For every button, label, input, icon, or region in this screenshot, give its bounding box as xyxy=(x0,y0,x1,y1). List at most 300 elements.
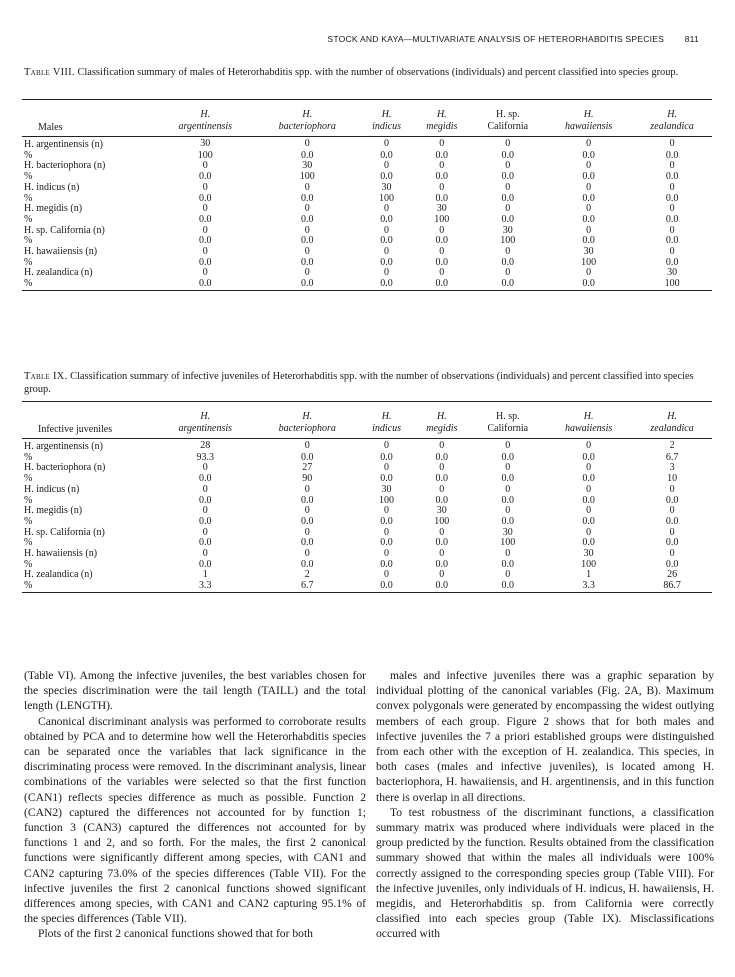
table-cell: 0 xyxy=(384,160,390,172)
table-9-label: Table IX. xyxy=(24,371,68,382)
table-cell: 0.0 xyxy=(501,256,515,268)
column-header xyxy=(470,402,545,437)
column-species: zealandica xyxy=(650,121,694,132)
table-cell: 0 xyxy=(202,181,208,193)
table-cell: 0.0 xyxy=(665,213,679,225)
table-cell: 100 xyxy=(299,171,315,183)
table-cell: 0 xyxy=(586,203,592,215)
table-cell: 0.0 xyxy=(199,256,212,268)
table-cell: 0.0 xyxy=(470,581,545,592)
table-cell: 0.0 xyxy=(665,256,679,268)
column-species: indicus xyxy=(372,121,401,132)
table-cell: 0 xyxy=(304,203,310,215)
table-row xyxy=(22,528,712,539)
table-row xyxy=(22,581,712,592)
table-cell: 0 xyxy=(669,483,675,495)
table-cell: 0 xyxy=(505,160,511,172)
table-8-body xyxy=(22,137,712,291)
row-label: % xyxy=(24,256,33,268)
column-species: California xyxy=(487,121,529,132)
body-paragraph: Canonical discriminant analysis was performed to corroborate results obtained by PCA and to determine how well the Heterorhabditis species can be separated once the variables that lack significance in the discriminating process were removed. In the discriminant analysis, linear combinations of the variables were selected so that the first function (CAN1) reflects species difference as much as possible. Function 2 (CAN2) captured the differences not accounted for by function 1; function 3 (CAN3) captured the differences not accounted for by functions 1 and 2, and so forth. For the males, the first 2 canonical functions were significantly different among species, with CAN1 and CAN2 capturing 73.0% of the species differences (Table VII). For the infective juveniles the first 2 canonical functions showed significant differences among species, with CAN1 and CAN2 capturing 95.1% of the species differences (Table VII). xyxy=(24,714,366,926)
table-cell: 0.0 xyxy=(582,171,595,183)
table-cell: 0.0 xyxy=(501,494,515,506)
table-cell: 0 xyxy=(304,505,310,517)
table-cell: 0 xyxy=(505,439,511,451)
table-cell: 2 xyxy=(669,439,675,451)
row-label: H. indicus (n) xyxy=(24,181,80,193)
row-label: % xyxy=(22,581,156,592)
table-cell: 0.0 xyxy=(582,515,595,527)
table-cell: 30 xyxy=(583,246,594,258)
column-header xyxy=(470,100,545,135)
table-row xyxy=(22,268,712,279)
column-genus: H. xyxy=(667,411,677,422)
table-cell: 0 xyxy=(505,181,511,193)
table-row xyxy=(22,183,712,194)
table-cell: 0.0 xyxy=(380,235,393,247)
table-cell: 0.0 xyxy=(470,279,545,290)
table-cell: 3.3 xyxy=(156,581,255,592)
table-cell: 0 xyxy=(202,526,208,538)
table-cell: 100 xyxy=(379,494,395,506)
row-label: % xyxy=(24,451,33,463)
table-cell: 0 xyxy=(202,548,208,560)
table-cell: 0 xyxy=(304,224,310,236)
row-label: H. sp. California (n) xyxy=(24,224,105,236)
column-species: California xyxy=(487,423,529,434)
table-cell: 0.0 xyxy=(501,149,515,161)
table-cell: 0 xyxy=(304,246,310,258)
row-label: H. bacteriophora (n) xyxy=(24,160,106,172)
table-cell: 30 xyxy=(381,181,392,193)
table-cell: 100 xyxy=(434,213,450,225)
table-cell: 0.0 xyxy=(380,451,393,463)
table-row xyxy=(22,172,712,183)
table-9-caption xyxy=(24,370,714,396)
column-genus: H. xyxy=(436,411,447,422)
table-cell: 0.0 xyxy=(199,213,212,225)
table-cell: 0.0 xyxy=(665,558,679,570)
table-cell: 0 xyxy=(669,160,675,172)
table-row xyxy=(22,236,712,247)
table-cell: 100 xyxy=(434,515,450,527)
column-species: megidis xyxy=(426,423,458,434)
row-label: % xyxy=(24,558,33,570)
row-label: H. zealandica (n) xyxy=(24,569,93,581)
row-label: % xyxy=(24,537,33,549)
table-cell: 100 xyxy=(197,149,213,161)
table-row xyxy=(22,439,712,453)
table-cell: 0 xyxy=(505,137,511,149)
table-cell: 0.0 xyxy=(360,279,413,290)
table-row xyxy=(22,463,712,474)
table-cell: 0.0 xyxy=(301,537,314,549)
column-header xyxy=(413,100,470,135)
table-cell: 0.0 xyxy=(301,494,314,506)
table-cell: 0.0 xyxy=(582,494,595,506)
table-cell: 0 xyxy=(439,526,445,538)
table-cell: 0 xyxy=(439,181,445,193)
table-cell: 0 xyxy=(304,526,310,538)
table-cell: 0 xyxy=(505,267,511,279)
table-cell: 0.0 xyxy=(665,171,679,183)
table-cell: 0.0 xyxy=(199,494,212,506)
column-genus: H. xyxy=(583,411,594,422)
table-cell: 0 xyxy=(384,137,390,149)
table-cell: 0 xyxy=(586,439,592,451)
table-cell: 0.0 xyxy=(501,451,515,463)
table-8-header-row xyxy=(22,100,712,135)
table-cell: 0.0 xyxy=(380,537,393,549)
table-cell: 0 xyxy=(384,526,390,538)
table-cell: 1 xyxy=(586,569,592,581)
table-cell: 0.0 xyxy=(582,235,595,247)
row-label: % xyxy=(22,279,156,290)
table-cell: 0 xyxy=(505,483,511,495)
column-header xyxy=(255,402,360,437)
table-cell: 0 xyxy=(669,203,675,215)
table-cell: 0.0 xyxy=(665,494,679,506)
table-9-caption-text: Classification summary of infective juveniles of Heterorhabditis spp. with the number of observations (individuals) and percent classified into species group. xyxy=(24,371,694,395)
table-cell: 0.0 xyxy=(582,473,595,485)
table-cell: 0.0 xyxy=(582,537,595,549)
table-cell: 0 xyxy=(384,267,390,279)
table-cell: 0.0 xyxy=(301,192,314,204)
column-header xyxy=(545,100,632,135)
table-cell: 0 xyxy=(202,267,208,279)
table-cell: 100 xyxy=(632,279,712,290)
table-row xyxy=(22,215,712,226)
table-cell: 0 xyxy=(586,224,592,236)
table-cell: 26 xyxy=(667,569,678,581)
page-number: 811 xyxy=(684,34,699,44)
column-species: zealandica xyxy=(650,423,694,434)
table-cell: 0.0 xyxy=(582,149,595,161)
table-cell: 0 xyxy=(439,462,445,474)
table-cell: 0.0 xyxy=(582,451,595,463)
table-cell: 0.0 xyxy=(501,213,515,225)
column-header xyxy=(632,402,712,437)
table-cell: 0.0 xyxy=(301,558,314,570)
table-cell: 0 xyxy=(439,569,445,581)
column-species: hawaiiensis xyxy=(565,121,613,132)
table-cell: 100 xyxy=(581,558,597,570)
table-cell: 0 xyxy=(439,439,445,451)
table-cell: 0.0 xyxy=(435,235,449,247)
table-cell: 0.0 xyxy=(413,581,470,592)
table-cell: 0.0 xyxy=(301,451,314,463)
table-cell: 0.0 xyxy=(413,279,470,290)
body-column-left xyxy=(24,668,366,942)
body-column-right xyxy=(376,668,714,942)
table-cell: 0.0 xyxy=(301,256,314,268)
table-cell: 0 xyxy=(586,462,592,474)
table-row xyxy=(22,194,712,205)
table-cell: 0.0 xyxy=(255,279,360,290)
table-cell: 30 xyxy=(200,137,211,149)
table-cell: 0.0 xyxy=(665,537,679,549)
table-cell: 0 xyxy=(304,137,310,149)
row-label: % xyxy=(24,494,33,506)
row-label: H. indicus (n) xyxy=(24,483,80,495)
column-header xyxy=(413,402,470,437)
table-cell: 0 xyxy=(669,526,675,538)
table-cell: 100 xyxy=(500,537,516,549)
table-cell: 0 xyxy=(202,160,208,172)
table-cell: 0 xyxy=(202,483,208,495)
table-cell: 0.0 xyxy=(501,171,515,183)
column-header xyxy=(360,402,413,437)
table-cell: 0.0 xyxy=(665,192,679,204)
column-species: indicus xyxy=(372,423,401,434)
column-header xyxy=(156,402,255,437)
row-label: % xyxy=(24,192,33,204)
row-label: % xyxy=(24,149,33,161)
table-cell: 90 xyxy=(302,473,313,485)
table-8-caption-text: Classification summary of males of Heterorhabditis spp. with the number of observations (individuals) and percent classified into species group. xyxy=(77,67,679,78)
table-cell: 0.0 xyxy=(435,558,449,570)
table-cell: 0.0 xyxy=(435,171,449,183)
table-cell: 30 xyxy=(502,224,513,236)
table-cell: 0 xyxy=(669,181,675,193)
table-row xyxy=(22,137,712,151)
table-cell: 0.0 xyxy=(380,171,393,183)
table-cell: 27 xyxy=(302,462,313,474)
running-head xyxy=(327,34,699,44)
table-9-row-header: Infective juveniles xyxy=(22,402,156,437)
row-label: % xyxy=(24,515,33,527)
table-cell: 0 xyxy=(669,246,675,258)
table-cell: 100 xyxy=(500,235,516,247)
column-header xyxy=(545,402,632,437)
table-row xyxy=(22,496,712,507)
table-cell: 0.0 xyxy=(199,515,212,527)
table-cell: 3 xyxy=(669,462,675,474)
table-cell: 0.0 xyxy=(360,581,413,592)
table-row xyxy=(22,247,712,258)
table-cell: 0.0 xyxy=(380,256,393,268)
table-cell: 0 xyxy=(202,505,208,517)
table-cell: 0 xyxy=(439,224,445,236)
table-cell: 0 xyxy=(505,246,511,258)
table-cell: 0 xyxy=(304,267,310,279)
row-label: H. hawaiiensis (n) xyxy=(24,246,98,258)
column-genus: H. xyxy=(583,109,594,120)
table-cell: 0.0 xyxy=(435,149,449,161)
row-label: H. zealandica (n) xyxy=(24,267,93,279)
table-cell: 3.3 xyxy=(545,581,632,592)
column-species: argentinensis xyxy=(178,423,233,434)
table-cell: 6.7 xyxy=(255,581,360,592)
column-species: megidis xyxy=(426,121,458,132)
column-genus: H. sp. xyxy=(495,109,520,120)
table-9 xyxy=(22,401,712,593)
table-cell: 0 xyxy=(384,439,390,451)
table-row xyxy=(22,204,712,215)
row-label: H. sp. California (n) xyxy=(24,526,105,538)
table-cell: 0.0 xyxy=(545,279,632,290)
table-cell: 30 xyxy=(502,526,513,538)
table-cell: 0 xyxy=(304,439,310,451)
table-cell: 0 xyxy=(505,505,511,517)
column-header xyxy=(156,100,255,135)
table-cell: 0.0 xyxy=(435,494,449,506)
table-cell: 0.0 xyxy=(380,213,393,225)
table-cell: 0.0 xyxy=(435,192,449,204)
row-label: H. bacteriophora (n) xyxy=(24,462,106,474)
table-row xyxy=(22,161,712,172)
table-row xyxy=(22,151,712,162)
table-cell: 0 xyxy=(505,462,511,474)
table-cell: 0.0 xyxy=(199,537,212,549)
table-cell: 0.0 xyxy=(199,558,212,570)
table-cell: 0 xyxy=(384,569,390,581)
table-cell: 0 xyxy=(384,246,390,258)
table-row xyxy=(22,549,712,560)
table-cell: 0 xyxy=(586,181,592,193)
body-paragraph: (Table VI). Among the infective juveniles, the best variables chosen for the species discrimination were the tail length (TAILL) and the total length (LENGTH). xyxy=(24,669,366,713)
table-cell: 0.0 xyxy=(301,149,314,161)
table-row xyxy=(22,226,712,237)
column-header xyxy=(360,100,413,135)
table-cell: 1 xyxy=(202,569,208,581)
table-cell: 0 xyxy=(384,548,390,560)
column-species: bacteriophora xyxy=(278,121,336,132)
table-cell: 10 xyxy=(667,473,678,485)
column-genus: H. xyxy=(302,411,313,422)
table-cell: 0 xyxy=(202,203,208,215)
column-genus: H. xyxy=(381,109,392,120)
column-species: bacteriophora xyxy=(278,423,336,434)
table-8 xyxy=(22,99,712,291)
column-genus: H. xyxy=(381,411,392,422)
table-cell: 0 xyxy=(439,548,445,560)
row-label: H. argentinensis (n) xyxy=(24,139,103,150)
table-cell: 100 xyxy=(581,256,597,268)
row-label: H. megidis (n) xyxy=(24,203,83,215)
row-label: % xyxy=(24,171,33,183)
table-cell: 0.0 xyxy=(435,256,449,268)
row-label: H. argentinensis (n) xyxy=(24,441,103,452)
table-cell: 100 xyxy=(379,192,395,204)
table-cell: 0.0 xyxy=(199,192,212,204)
table-cell: 0 xyxy=(586,267,592,279)
table-cell: 0.0 xyxy=(665,515,679,527)
table-cell: 0.0 xyxy=(301,515,314,527)
table-row xyxy=(22,474,712,485)
table-cell: 0.0 xyxy=(380,149,393,161)
table-row xyxy=(22,538,712,549)
table-cell: 0.0 xyxy=(380,558,393,570)
table-cell: 0.0 xyxy=(199,473,212,485)
table-8-row-header: Males xyxy=(22,100,156,135)
table-row xyxy=(22,453,712,464)
table-cell: 30 xyxy=(583,548,594,560)
table-cell: 0.0 xyxy=(435,537,449,549)
table-cell: 30 xyxy=(302,160,313,172)
column-header xyxy=(632,100,712,135)
table-cell: 0 xyxy=(439,246,445,258)
table-cell: 0.0 xyxy=(582,213,595,225)
table-8-label: Table VIII. xyxy=(24,67,75,78)
table-cell: 0 xyxy=(505,203,511,215)
table-cell: 0 xyxy=(669,505,675,517)
table-row xyxy=(22,258,712,269)
body-paragraph: males and infective juveniles there was a graphic separation by individual plotting of the canonical variables (Fig. 2A, B). Maximum convex polygonals were generated by encompassing the widest outlying members of each group. Figure 2 shows that for both males and infective juveniles the 7 a priori established groups were distinguished from each other with the exception of H. zealandica. This species, in both cases (males and infective juveniles), is located among H. bacteriophora, H. hawaiiensis, and H. argentinensis, and in this function there is overlap in all directions. xyxy=(376,669,714,804)
table-cell: 0.0 xyxy=(199,171,212,183)
table-cell: 0.0 xyxy=(501,473,515,485)
table-cell: 0 xyxy=(202,224,208,236)
table-cell: 0 xyxy=(586,505,592,517)
running-head-title: STOCK AND KAYA—MULTIVARIATE ANALYSIS OF HETERORHABDITIS SPECIES xyxy=(327,34,665,44)
table-cell: 0 xyxy=(439,137,445,149)
table-row xyxy=(22,506,712,517)
table-cell: 0 xyxy=(439,483,445,495)
table-cell: 30 xyxy=(381,483,392,495)
table-row xyxy=(22,485,712,496)
table-row xyxy=(22,560,712,571)
table-cell: 0.0 xyxy=(501,515,515,527)
table-cell: 0 xyxy=(202,462,208,474)
column-species: argentinensis xyxy=(178,121,233,132)
table-row xyxy=(22,279,712,290)
table-cell: 0 xyxy=(384,224,390,236)
table-cell: 0.0 xyxy=(665,149,679,161)
column-species: hawaiiensis xyxy=(565,423,613,434)
table-cell: 0 xyxy=(439,160,445,172)
table-cell: 0.0 xyxy=(380,515,393,527)
table-cell: 0 xyxy=(586,526,592,538)
table-8-caption xyxy=(24,66,714,79)
row-label: H. megidis (n) xyxy=(24,505,83,517)
table-cell: 0.0 xyxy=(380,473,393,485)
body-paragraph: To test robustness of the discriminant functions, a classification summary matrix was produced where individuals were placed in the group predicted by the function. Results obtained from the classification summary showed that within the males all individuals were 100% correctly assigned to the corresponding species group (Table VIII). For the infective juveniles, only individuals of H. indicus, H. hawaiiensis, H. megidis, and Heterorhabditis sp. from California were correctly classified into each species group (Table IX). Misclassifications occurred with xyxy=(376,805,714,941)
table-cell: 0.0 xyxy=(501,558,515,570)
table-cell: 0 xyxy=(439,267,445,279)
table-cell: 0.0 xyxy=(301,213,314,225)
table-cell: 0.0 xyxy=(435,451,449,463)
table-cell: 0 xyxy=(384,505,390,517)
table-cell: 0 xyxy=(505,569,511,581)
table-cell: 6.7 xyxy=(665,451,679,463)
table-cell: 0 xyxy=(669,137,675,149)
table-cell: 30 xyxy=(667,267,678,279)
table-cell: 0.0 xyxy=(665,235,679,247)
column-genus: H. xyxy=(200,109,211,120)
table-row xyxy=(22,517,712,528)
column-genus: H. xyxy=(436,109,447,120)
table-row xyxy=(22,570,712,581)
table-cell: 30 xyxy=(436,505,447,517)
table-9-body xyxy=(22,439,712,593)
column-genus: H. xyxy=(667,109,677,120)
table-cell: 28 xyxy=(200,439,211,451)
table-cell: 0.0 xyxy=(501,192,515,204)
table-cell: 0 xyxy=(586,137,592,149)
table-9-header-row xyxy=(22,402,712,437)
row-label: % xyxy=(24,473,33,485)
table-cell: 0 xyxy=(505,548,511,560)
table-cell: 0 xyxy=(384,462,390,474)
table-cell: 30 xyxy=(436,203,447,215)
table-cell: 0 xyxy=(586,160,592,172)
row-label: H. hawaiiensis (n) xyxy=(24,548,98,560)
column-genus: H. xyxy=(302,109,313,120)
table-cell: 0.0 xyxy=(582,192,595,204)
table-cell: 0.0 xyxy=(435,473,449,485)
column-header xyxy=(255,100,360,135)
row-label: % xyxy=(24,235,33,247)
